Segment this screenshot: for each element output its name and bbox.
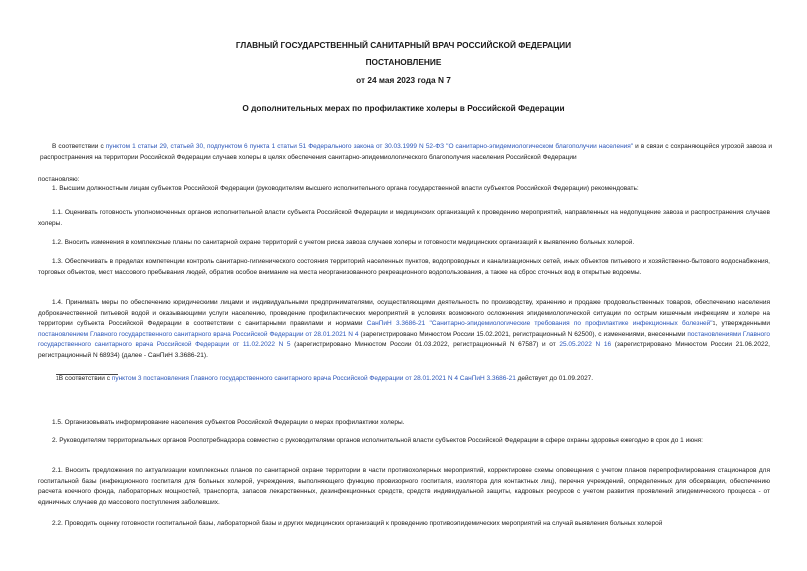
footnote-mark: 1 — [56, 376, 59, 382]
paragraph-1-4-text-4: (зарегистрировано Минюстом России 01.03.2022, регистрационный N 67587) и от — [290, 341, 560, 349]
paragraph-1-4-text-5: (зарегистрировано Минюстом России 21.06.2022, регистрационный N 68934) (далее - СанПиН 3.3686-21). — [38, 341, 770, 359]
resolution-link-n4[interactable]: постановлением Главного государственного санитарного врача Российской Федерации от 28.01.2021 N 4 — [38, 330, 359, 338]
paragraph-1-2: 1.2. Вносить изменения в комплексные планы по санитарной охране территорий с учетом риска завоза случаев холеры и готовности медицинских организаций к выявлению больных холерой. — [52, 239, 635, 246]
sanpin-link[interactable]: СанПиН 3.3686-21 "Санитарно-эпидемиологические требования по профилактике инфекционных болезней" — [366, 320, 713, 328]
federal-law-link[interactable]: пунктом 1 статьи 29, статьей 30, подпунктом 6 пункта 1 статьи 51 Федерального закона от 30.03.1999 N 52-ФЗ "О санитарно-эпидемиологическом благополучии населения" — [105, 143, 634, 150]
paragraph-1-4-text-1: 1.4. Принимать меры по обеспечению юридическими лицами и индивидуальными предпринимателями, осуществляющими деятельность по производству, хранению и продаже продовольственных товаров, обеспечению населения доброкачественной питьевой водой и оказывающими услуги населению, проведение профилактических мероприятий в условиях возможного осложнения эпидемиологической ситуации по острым кишечным инфекциям и холере на территории субъекта Российской Федерации в соответствии с санитарными правилами и нормами — [38, 299, 770, 328]
issuing-authority: ГЛАВНЫЙ ГОСУДАРСТВЕННЫЙ САНИТАРНЫЙ ВРАЧ РОССИЙСКОЙ ФЕДЕРАЦИИ — [235, 40, 572, 50]
resolution-link-n16[interactable]: 25.05.2022 N 16 — [559, 341, 612, 349]
paragraph-1: 1. Высшим должностным лицам субъектов Российской Федерации (руководителям высшего исполнительного органа государственной власти субъектов Российской Федерации) рекомендовать: — [52, 185, 639, 192]
document-date-number: от 24 мая 2023 года N 7 — [356, 75, 451, 85]
footnote-link[interactable]: пунктом 3 постановления Главного государственного санитарного врача Российской Федерации от 28.01.2021 N 4 СанПиН 3.3686-21 — [111, 375, 516, 382]
footnote-text-2: действует до 01.09.2027. — [515, 375, 594, 382]
paragraph-2-1: 2.1. Вносить предложения по актуализации комплексных планов по санитарной охране территории в части противохолерных мероприятий, корректировке схемы оповещения с учетом планов перепрофилирования стационаров для госпитальной базы (инфекционного госпиталя для больных холерой, учреждения, выполняющего функцию провизорного госпиталя, изолятора для контактных лиц), перечня учреждений, определенных для обсервации, обеспечению расчета коечного фонда, лабораторных мощностей, транспорта, запасов лекарственных, дезинфекционных средств, средств индивидуальной защиты, кадровых ресурсов с учетом развития проявлений эпидемического процесса - от единичных случаев до массового поступления заболевших. — [38, 467, 770, 506]
paragraph-1-3: 1.3. Обеспечивать в пределах компетенции контроль санитарно-гигиенического состояния территорий населенных пунктов, водопроводных и канализационных сетей, иных объектов питьевого и хозяйственно-бытового водоснабжения, торговых объектов, мест массового пребывания людей, обратив особое внимание на места неорганизованного рекреационного водопользования, а также на сброс сточных вод в открытые водоемы. — [38, 258, 770, 276]
footnote-reference[interactable]: 1 — [712, 321, 716, 328]
document-title: О дополнительных мерах по профилактике холеры в Российской Федерации — [242, 103, 565, 113]
paragraph-1-4-text-3: (зарегистрировано Минюстом России 15.02.2021, регистрационный N 62500), с изменениями, внесенными — [358, 330, 688, 338]
paragraph-2-2: 2.2. Проводить оценку готовности госпитальной базы, лабораторной базы и других медицинских организаций к проведению противоэпидемических мероприятий на случай выявления больных холерой — [52, 520, 663, 527]
document-type: ПОСТАНОВЛЕНИЕ — [365, 57, 442, 67]
resolution-link-n5[interactable]: постановлениями Главного государственного санитарного врача Российской Федерации от 11.02.2022 N 5 — [38, 330, 771, 349]
footnote — [56, 374, 770, 385]
paragraph-1-1: 1.1. Оценивать готовность уполномоченных органов исполнительной власти субъекта Российской Федерации и медицинских организаций к проведению мероприятий, направленных на недопущение завоза и распространения случаев холеры. — [38, 209, 770, 227]
paragraph-1-4 — [38, 298, 770, 362]
footnote-text-1: В соответствии с — [58, 375, 112, 382]
preamble-text-1: В соответствии с — [52, 143, 106, 150]
decree-word: постановляю: — [38, 176, 80, 183]
paragraph-2: 2. Руководителям территориальных органов Роспотребнадзора совместно с руководителями органов исполнительной власти субъектов Российской Федерации в сфере охраны здоровья ежегодно в срок до 1 июня: — [52, 437, 703, 444]
preamble-text-2: и в связи с сохраняющейся угрозой завоза и распространения на территории Российской Федерации случаев холеры в целях обеспечения санитарно-эпидемиологического благополучия населения Российской Федерации — [40, 143, 772, 161]
paragraph-1-4-text-2: , утвержденными — [715, 320, 770, 328]
preamble-paragraph — [40, 142, 772, 163]
paragraph-1-5: 1.5. Организовывать информирование населения субъектов Российской Федерации о мерах профилактики холеры. — [52, 419, 405, 426]
